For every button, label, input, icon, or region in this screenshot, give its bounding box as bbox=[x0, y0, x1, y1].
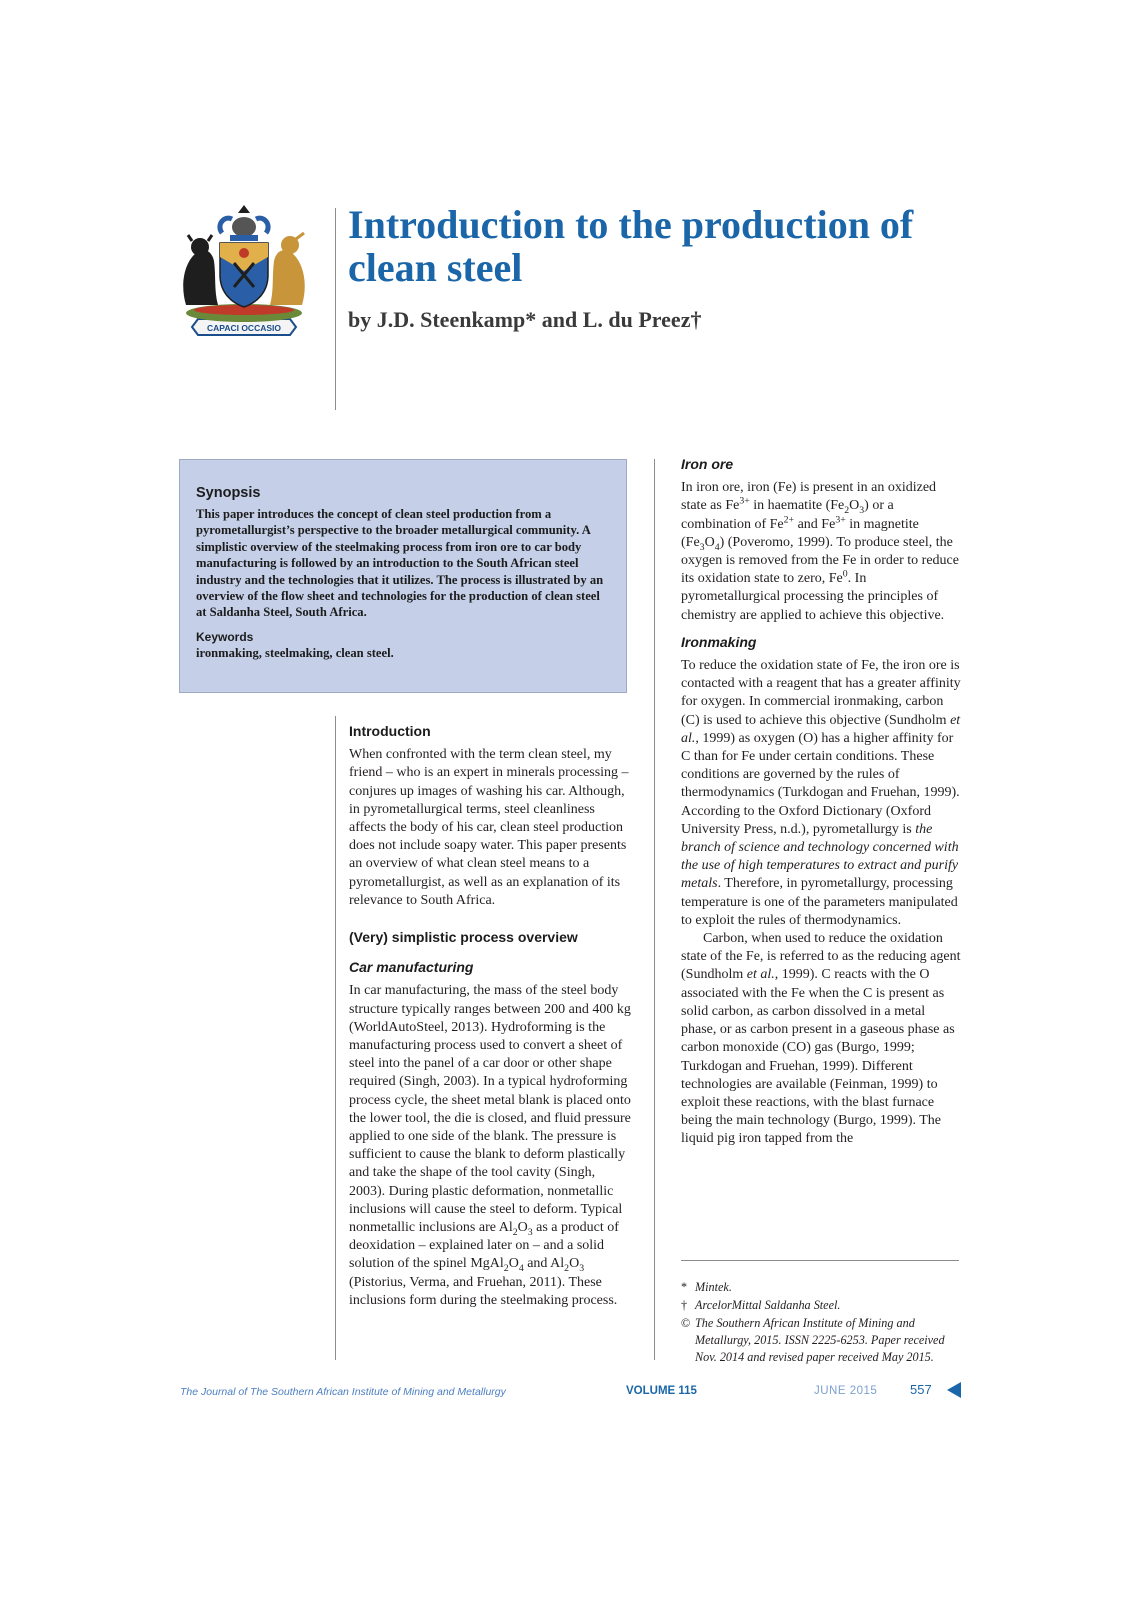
formula-mgal2o4: $MgAl_2O_4$ bbox=[470, 1256, 524, 1275]
carbon-paragraph: Carbon, when used to reduce the oxidation state of the Fe, is referred to as the reducing agent (Sundholm et al., 1999). C reacts with the O associated with the Fe when the C is present as solid carbon, as carbon dissolved in a metal phase, or as carbon present in a gaseous phase as carbon monoxide (CO) gas (Burgo, 1999; Turkdogan and Fruehan, 1999). Different technologies are available (Feinman, 1999) to exploit these reactions, with the blast furnace being the main technology (Burgo, 1999). The liquid pig iron tapped from the bbox=[681, 931, 961, 1147]
formula-al2o3: $Al_2O_3$ bbox=[498, 1220, 533, 1238]
pyrometallurgy-definition: the branch of science and technology concerned with the use of high temperatures to extract and purify metals bbox=[681, 821, 959, 892]
car-manufacturing-heading: Car manufacturing bbox=[349, 959, 474, 976]
footnote-mintek: * Mintek. bbox=[681, 1280, 732, 1294]
left-column bbox=[349, 722, 631, 1310]
right-column-rule bbox=[654, 459, 655, 1360]
footnote-copyright: © The Southern African Institute of Mining and Metallurgy, 2015. ISSN 2225-6253. Paper received Nov. 2014 and revised paper received May 2015. bbox=[681, 1316, 945, 1364]
page-arrow-icon bbox=[947, 1382, 961, 1398]
synopsis-box bbox=[179, 459, 627, 693]
keywords-heading: Keywords bbox=[196, 629, 254, 644]
footer-journal-name: The Journal of The Southern African Institute of Mining and Metallurgy bbox=[180, 1386, 506, 1398]
keywords-text: ironmaking, steelmaking, clean steel. bbox=[196, 645, 394, 660]
process-overview-heading: (Very) simplistic process overview bbox=[349, 929, 578, 946]
institute-crest-logo bbox=[178, 205, 310, 350]
iron-ore-heading: Iron ore bbox=[681, 456, 734, 472]
footnote-divider bbox=[681, 1260, 959, 1261]
ironmaking-heading: Ironmaking bbox=[681, 633, 757, 650]
paper-title: Introduction to the production of clean steel bbox=[348, 202, 914, 290]
formula-al2o3-2: $Al_2O_3$ bbox=[550, 1256, 585, 1275]
footer-volume: VOLUME 115 bbox=[626, 1385, 697, 1397]
footer-date: JUNE 2015 bbox=[814, 1385, 878, 1397]
introduction-paragraph: When confronted with the term clean steel, my friend – who is an expert in minerals processing – conjures up images of washing his car. Although, in pyrometallurgical terms, steel cleanliness affects the body of his car, clean steel production does not include soapy water. This paper presents an overview of what clean steel means to a pyrometallurgist, as well as an explanation of its relevance to South Africa. bbox=[349, 747, 629, 908]
iron-ore-paragraph: In iron ore, iron (Fe) is present in an oxidized state as $Fe^{3+}$ in haematite $(Fe_2O_3)$ or a combination of $Fe^{2+}$ and $Fe^{3+}$ in magnetite $(Fe_3O_4)$ (Poveromo, 1999). To produce steel, the oxygen is removed from the Fe in order to reduce its oxidation state to zero, Fe$^0$. In pyrometallurgical processing the principles of chemistry are applied to achieve this objective. bbox=[681, 480, 959, 623]
synopsis-text: This paper introduces the concept of clean steel production from a pyrometallurgist’s perspective to the broader metallurgical community. A simplistic overview of the steelmaking process from iron ore to car body manufacturing is followed by an introduction to the South African steel industry and the technologies that it utilizes. The process is illustrated by an overview of the flow sheet and technologies for the production of clean steel at Saldanha Steel, South Africa. bbox=[196, 507, 604, 620]
right-column bbox=[681, 455, 963, 1149]
footer-page-number: 557 bbox=[910, 1382, 932, 1397]
ironmaking-paragraph: To reduce the oxidation state of Fe, the iron ore is contacted with a reagent that has a greater affinity for oxygen. In commercial ironmaking, carbon (C) is used to achieve this objective (Sundholm et al., 1999) as oxygen (O) has a higher affinity for C than for Fe under certain conditions. These conditions are governed by the rules of thermodynamics (Turkdogan and Fruehan, 1999). According to the Oxford Dictionary (Oxford University Press, n.d.), pyrometallurgy is the branch of science and technology concerned with the use of high temperatures to extract and purify metals. Therefore, in pyrometallurgy, processing temperature is one of the parameters manipulated to exploit the rules of thermodynamics. bbox=[681, 658, 961, 928]
header-divider bbox=[335, 208, 336, 410]
synopsis-heading: Synopsis bbox=[196, 485, 261, 501]
footnotes bbox=[681, 1279, 966, 1367]
svg-text:CAPACI OCCASIO: CAPACI OCCASIO bbox=[207, 323, 281, 333]
introduction-heading: Introduction bbox=[349, 723, 431, 739]
footnote-arcelormittal: † ArcelorMittal Saldanha Steel. bbox=[681, 1298, 841, 1312]
left-column-rule bbox=[335, 716, 336, 1360]
paper-authors: by J.D. Steenkamp* and L. du Preez† bbox=[348, 307, 702, 332]
car-manufacturing-paragraph: In car manufacturing, the mass of the steel body structure typically ranges between 200 and 400 kg (WorldAutoSteel, 2013). Hydroforming is the manufacturing process used to convert a sheet of steel into the panel of a car door or other shape required (Singh, 2003). In a typical hydroforming process cycle, the sheet metal blank is placed onto the lower tool, the die is closed, and fluid pressure applied to one side of the blank. The pressure is sufficient to cause the blank to deform plastically and take the shape of the tool cavity (Singh, 2003). During plastic deformation, nonmetallic inclusions will cause the steel to deform. Typical nonmetallic inclusions are $Al_2O_3$ as a product of deoxidation – explained later on – and a solid solution of the spinel $MgAl_2O_4$ and $Al_2O_3$ (Pistorius, Verma, and Fruehan, 2011). These inclusions form during the steelmaking process. bbox=[349, 983, 631, 1308]
